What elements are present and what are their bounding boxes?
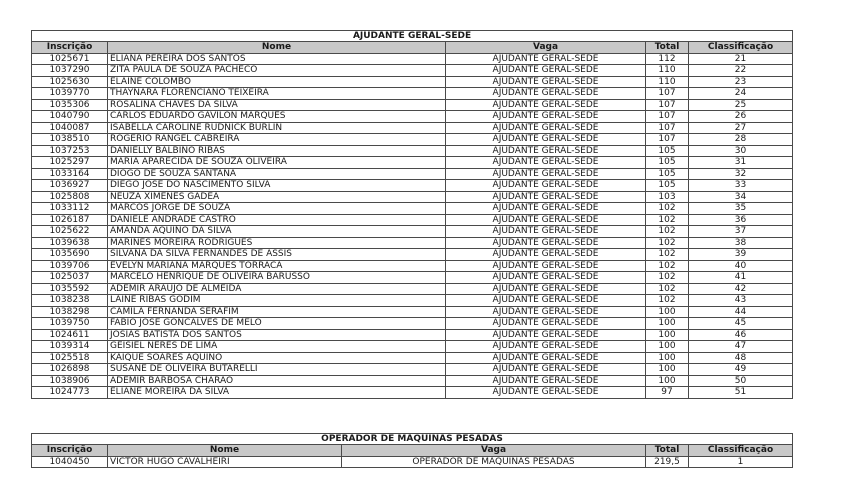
cell-classificacao: 25 bbox=[689, 99, 793, 111]
table-row bbox=[32, 341, 793, 353]
table-row bbox=[32, 272, 793, 284]
cell-nome: MARINÊS MOREIRA RODRIGUES bbox=[108, 237, 446, 249]
cell-total: 110 bbox=[646, 76, 689, 88]
cell-nome: DIEGO JOSE DO NASCIMENTO SILVA bbox=[108, 180, 446, 192]
cell-classificacao: 34 bbox=[689, 191, 793, 203]
cell-total: 102 bbox=[646, 226, 689, 238]
cell-vaga: AJUDANTE GERAL-SEDE bbox=[446, 145, 646, 157]
cell-inscricao: 1038510 bbox=[32, 134, 108, 146]
table-row bbox=[32, 157, 793, 169]
table-row bbox=[32, 375, 793, 387]
cell-total: 100 bbox=[646, 352, 689, 364]
cell-vaga: AJUDANTE GERAL-SEDE bbox=[446, 283, 646, 295]
cell-inscricao: 1025518 bbox=[32, 352, 108, 364]
table-row bbox=[32, 214, 793, 226]
cell-vaga: AJUDANTE GERAL-SEDE bbox=[446, 76, 646, 88]
cell-nome: AMANDA AQUINO DA SILVA bbox=[108, 226, 446, 238]
cell-total: 100 bbox=[646, 341, 689, 353]
table-row bbox=[32, 283, 793, 295]
cell-vaga: AJUDANTE GERAL-SEDE bbox=[446, 111, 646, 123]
cell-classificacao: 23 bbox=[689, 76, 793, 88]
cell-nome: SILVANA DA SILVA FERNANDES DE ASSIS bbox=[108, 249, 446, 261]
cell-total: 105 bbox=[646, 168, 689, 180]
cell-total: 107 bbox=[646, 134, 689, 146]
header-classificacao: Classificação bbox=[689, 42, 793, 54]
table-body bbox=[32, 456, 793, 468]
cell-nome: ADEMIR ARAÚJO DE ALMEIDA bbox=[108, 283, 446, 295]
cell-classificacao: 41 bbox=[689, 272, 793, 284]
cell-inscricao: 1038238 bbox=[32, 295, 108, 307]
cell-vaga: AJUDANTE GERAL-SEDE bbox=[446, 375, 646, 387]
cell-vaga: AJUDANTE GERAL-SEDE bbox=[446, 203, 646, 215]
cell-total: 100 bbox=[646, 375, 689, 387]
cell-classificacao: 48 bbox=[689, 352, 793, 364]
table-row bbox=[32, 260, 793, 272]
table-row bbox=[32, 180, 793, 192]
cell-nome: EVELYN MARIANA MARQUES TORRACA bbox=[108, 260, 446, 272]
cell-total: 100 bbox=[646, 318, 689, 330]
cell-classificacao: 42 bbox=[689, 283, 793, 295]
table-header-row bbox=[32, 445, 793, 457]
header-nome: Nome bbox=[108, 445, 342, 457]
cell-inscricao: 1024773 bbox=[32, 387, 108, 399]
cell-classificacao: 32 bbox=[689, 168, 793, 180]
cell-classificacao: 51 bbox=[689, 387, 793, 399]
table-row bbox=[32, 65, 793, 77]
table-title: AJUDANTE GERAL-SEDE bbox=[32, 31, 793, 42]
cell-inscricao: 1025671 bbox=[32, 53, 108, 65]
table-row bbox=[32, 364, 793, 376]
cell-inscricao: 1024611 bbox=[32, 329, 108, 341]
cell-nome: ISABELLA CAROLINE RUDNICK BURLIN bbox=[108, 122, 446, 134]
table-row bbox=[32, 329, 793, 341]
header-total: Total bbox=[646, 445, 689, 457]
cell-nome: ROSALINA CHAVES DA SILVA bbox=[108, 99, 446, 111]
cell-nome: THAYNARA FLORENCIANO TEIXEIRA bbox=[108, 88, 446, 100]
table-row bbox=[32, 191, 793, 203]
header-nome: Nome bbox=[108, 42, 446, 54]
table-row bbox=[32, 122, 793, 134]
cell-total: 102 bbox=[646, 295, 689, 307]
header-vaga: Vaga bbox=[446, 42, 646, 54]
cell-inscricao: 1038298 bbox=[32, 306, 108, 318]
cell-nome: VICTOR HUGO CAVALHEIRI bbox=[108, 456, 342, 468]
cell-inscricao: 1025297 bbox=[32, 157, 108, 169]
cell-total: 102 bbox=[646, 260, 689, 272]
cell-inscricao: 1036927 bbox=[32, 180, 108, 192]
table-row bbox=[32, 387, 793, 399]
cell-classificacao: 31 bbox=[689, 157, 793, 169]
cell-total: 102 bbox=[646, 272, 689, 284]
cell-vaga: AJUDANTE GERAL-SEDE bbox=[446, 364, 646, 376]
cell-inscricao: 1033112 bbox=[32, 203, 108, 215]
table-row bbox=[32, 456, 793, 468]
cell-classificacao: 24 bbox=[689, 88, 793, 100]
cell-vaga: AJUDANTE GERAL-SEDE bbox=[446, 249, 646, 261]
cell-nome: NEUZA XIMENES GADEA bbox=[108, 191, 446, 203]
cell-vaga: AJUDANTE GERAL-SEDE bbox=[446, 53, 646, 65]
table-row bbox=[32, 226, 793, 238]
cell-nome: MARCOS JORGE DE SOUZA bbox=[108, 203, 446, 215]
table-row bbox=[32, 53, 793, 65]
table-row bbox=[32, 111, 793, 123]
table-row bbox=[32, 249, 793, 261]
cell-classificacao: 43 bbox=[689, 295, 793, 307]
table-row bbox=[32, 76, 793, 88]
cell-inscricao: 1025808 bbox=[32, 191, 108, 203]
cell-total: 107 bbox=[646, 111, 689, 123]
cell-nome: MARIA APARECIDA DE SOUZA OLIVEIRA bbox=[108, 157, 446, 169]
cell-inscricao: 1039314 bbox=[32, 341, 108, 353]
cell-vaga: AJUDANTE GERAL-SEDE bbox=[446, 180, 646, 192]
cell-vaga: AJUDANTE GERAL-SEDE bbox=[446, 122, 646, 134]
cell-total: 102 bbox=[646, 283, 689, 295]
cell-inscricao: 1037290 bbox=[32, 65, 108, 77]
table-body bbox=[32, 53, 793, 398]
table-row bbox=[32, 99, 793, 111]
cell-classificacao: 40 bbox=[689, 260, 793, 272]
cell-classificacao: 28 bbox=[689, 134, 793, 146]
table-title-row bbox=[32, 31, 793, 42]
cell-classificacao: 45 bbox=[689, 318, 793, 330]
cell-vaga: AJUDANTE GERAL-SEDE bbox=[446, 157, 646, 169]
cell-nome: DANIELE ANDRADE CASTRO bbox=[108, 214, 446, 226]
cell-classificacao: 47 bbox=[689, 341, 793, 353]
cell-total: 110 bbox=[646, 65, 689, 77]
cell-classificacao: 37 bbox=[689, 226, 793, 238]
cell-nome: ROGERIO RANGEL CABREIRA bbox=[108, 134, 446, 146]
table-row bbox=[32, 145, 793, 157]
results-table-operador-maquinas bbox=[31, 433, 793, 468]
table-row bbox=[32, 168, 793, 180]
cell-nome: FABIO JOSE GONCALVES DE MELO bbox=[108, 318, 446, 330]
cell-total: 102 bbox=[646, 249, 689, 261]
cell-nome: CARLOS EDUARDO GAVILON MARQUES bbox=[108, 111, 446, 123]
cell-classificacao: 46 bbox=[689, 329, 793, 341]
cell-nome: ELAINE COLOMBO bbox=[108, 76, 446, 88]
cell-classificacao: 33 bbox=[689, 180, 793, 192]
table-title: OPERADOR DE MÁQUINAS PESADAS bbox=[32, 434, 793, 445]
cell-inscricao: 1039750 bbox=[32, 318, 108, 330]
cell-total: 100 bbox=[646, 364, 689, 376]
cell-classificacao: 49 bbox=[689, 364, 793, 376]
cell-vaga: AJUDANTE GERAL-SEDE bbox=[446, 272, 646, 284]
cell-inscricao: 1039706 bbox=[32, 260, 108, 272]
cell-total: 103 bbox=[646, 191, 689, 203]
cell-nome: CAMILA FERNANDA SERAFIM bbox=[108, 306, 446, 318]
header-classificacao: Classificação bbox=[689, 445, 793, 457]
cell-inscricao: 1026898 bbox=[32, 364, 108, 376]
table-header-row bbox=[32, 42, 793, 54]
cell-classificacao: 27 bbox=[689, 122, 793, 134]
cell-nome: KAIQUE SOARES AQUINO bbox=[108, 352, 446, 364]
cell-vaga: AJUDANTE GERAL-SEDE bbox=[446, 260, 646, 272]
cell-classificacao: 39 bbox=[689, 249, 793, 261]
cell-vaga: AJUDANTE GERAL-SEDE bbox=[446, 65, 646, 77]
cell-nome: GEISIEL NERES DE LIMA bbox=[108, 341, 446, 353]
cell-nome: ADEMIR BARBOSA CHARÃO bbox=[108, 375, 446, 387]
table-row bbox=[32, 352, 793, 364]
cell-classificacao: 26 bbox=[689, 111, 793, 123]
cell-total: 100 bbox=[646, 306, 689, 318]
table-row bbox=[32, 88, 793, 100]
cell-vaga: AJUDANTE GERAL-SEDE bbox=[446, 134, 646, 146]
table-row bbox=[32, 295, 793, 307]
cell-vaga: AJUDANTE GERAL-SEDE bbox=[446, 99, 646, 111]
cell-total: 102 bbox=[646, 214, 689, 226]
cell-classificacao: 1 bbox=[689, 456, 793, 468]
cell-total: 97 bbox=[646, 387, 689, 399]
cell-nome: MARCELO HENRIQUE DE OLIVEIRA BARUSSO bbox=[108, 272, 446, 284]
cell-vaga: AJUDANTE GERAL-SEDE bbox=[446, 226, 646, 238]
cell-inscricao: 1033164 bbox=[32, 168, 108, 180]
cell-total: 107 bbox=[646, 88, 689, 100]
cell-total: 105 bbox=[646, 145, 689, 157]
cell-vaga: AJUDANTE GERAL-SEDE bbox=[446, 295, 646, 307]
cell-inscricao: 1026187 bbox=[32, 214, 108, 226]
cell-nome: DIOGO DE SOUZA SANTANA bbox=[108, 168, 446, 180]
cell-inscricao: 1035306 bbox=[32, 99, 108, 111]
cell-total: 100 bbox=[646, 329, 689, 341]
table-row bbox=[32, 237, 793, 249]
header-inscricao: Inscrição bbox=[32, 445, 108, 457]
cell-nome: LAINE RIBAS GODIM bbox=[108, 295, 446, 307]
cell-classificacao: 30 bbox=[689, 145, 793, 157]
cell-inscricao: 1025622 bbox=[32, 226, 108, 238]
header-vaga: Vaga bbox=[342, 445, 646, 457]
results-table-ajudante-geral bbox=[31, 30, 793, 399]
cell-vaga: AJUDANTE GERAL-SEDE bbox=[446, 88, 646, 100]
cell-classificacao: 36 bbox=[689, 214, 793, 226]
cell-vaga: AJUDANTE GERAL-SEDE bbox=[446, 387, 646, 399]
cell-classificacao: 44 bbox=[689, 306, 793, 318]
cell-inscricao: 1039770 bbox=[32, 88, 108, 100]
cell-nome: SUSANE DE OLIVEIRA BUTARELLI bbox=[108, 364, 446, 376]
cell-total: 105 bbox=[646, 157, 689, 169]
cell-inscricao: 1040790 bbox=[32, 111, 108, 123]
cell-inscricao: 1037253 bbox=[32, 145, 108, 157]
cell-classificacao: 50 bbox=[689, 375, 793, 387]
cell-inscricao: 1040087 bbox=[32, 122, 108, 134]
cell-inscricao: 1038906 bbox=[32, 375, 108, 387]
cell-nome: ZITA PAULA DE SOUZA PACHECO bbox=[108, 65, 446, 77]
cell-total: 107 bbox=[646, 99, 689, 111]
cell-total: 102 bbox=[646, 237, 689, 249]
cell-classificacao: 35 bbox=[689, 203, 793, 215]
cell-total: 112 bbox=[646, 53, 689, 65]
cell-total: 107 bbox=[646, 122, 689, 134]
table-row bbox=[32, 318, 793, 330]
cell-nome: ELIANE MOREIRA DA SILVA bbox=[108, 387, 446, 399]
cell-nome: DANIELLY BALBINO RIBAS bbox=[108, 145, 446, 157]
cell-total: 219,5 bbox=[646, 456, 689, 468]
cell-inscricao: 1035690 bbox=[32, 249, 108, 261]
cell-inscricao: 1025630 bbox=[32, 76, 108, 88]
header-total: Total bbox=[646, 42, 689, 54]
table-row bbox=[32, 306, 793, 318]
cell-inscricao: 1035592 bbox=[32, 283, 108, 295]
cell-vaga: AJUDANTE GERAL-SEDE bbox=[446, 329, 646, 341]
cell-classificacao: 22 bbox=[689, 65, 793, 77]
cell-inscricao: 1025037 bbox=[32, 272, 108, 284]
cell-inscricao: 1040450 bbox=[32, 456, 108, 468]
cell-total: 102 bbox=[646, 203, 689, 215]
cell-vaga: AJUDANTE GERAL-SEDE bbox=[446, 168, 646, 180]
cell-nome: ELIANA PEREIRA DOS SANTOS bbox=[108, 53, 446, 65]
cell-vaga: AJUDANTE GERAL-SEDE bbox=[446, 306, 646, 318]
cell-nome: JOSIAS BATISTA DOS SANTOS bbox=[108, 329, 446, 341]
cell-classificacao: 21 bbox=[689, 53, 793, 65]
cell-vaga: OPERADOR DE MÁQUINAS PESADAS bbox=[342, 456, 646, 468]
header-inscricao: Inscrição bbox=[32, 42, 108, 54]
table-title-row bbox=[32, 434, 793, 445]
cell-classificacao: 38 bbox=[689, 237, 793, 249]
cell-inscricao: 1039638 bbox=[32, 237, 108, 249]
cell-vaga: AJUDANTE GERAL-SEDE bbox=[446, 352, 646, 364]
cell-total: 105 bbox=[646, 180, 689, 192]
cell-vaga: AJUDANTE GERAL-SEDE bbox=[446, 237, 646, 249]
cell-vaga: AJUDANTE GERAL-SEDE bbox=[446, 341, 646, 353]
table-row bbox=[32, 134, 793, 146]
cell-vaga: AJUDANTE GERAL-SEDE bbox=[446, 214, 646, 226]
table-row bbox=[32, 203, 793, 215]
cell-vaga: AJUDANTE GERAL-SEDE bbox=[446, 191, 646, 203]
cell-vaga: AJUDANTE GERAL-SEDE bbox=[446, 318, 646, 330]
